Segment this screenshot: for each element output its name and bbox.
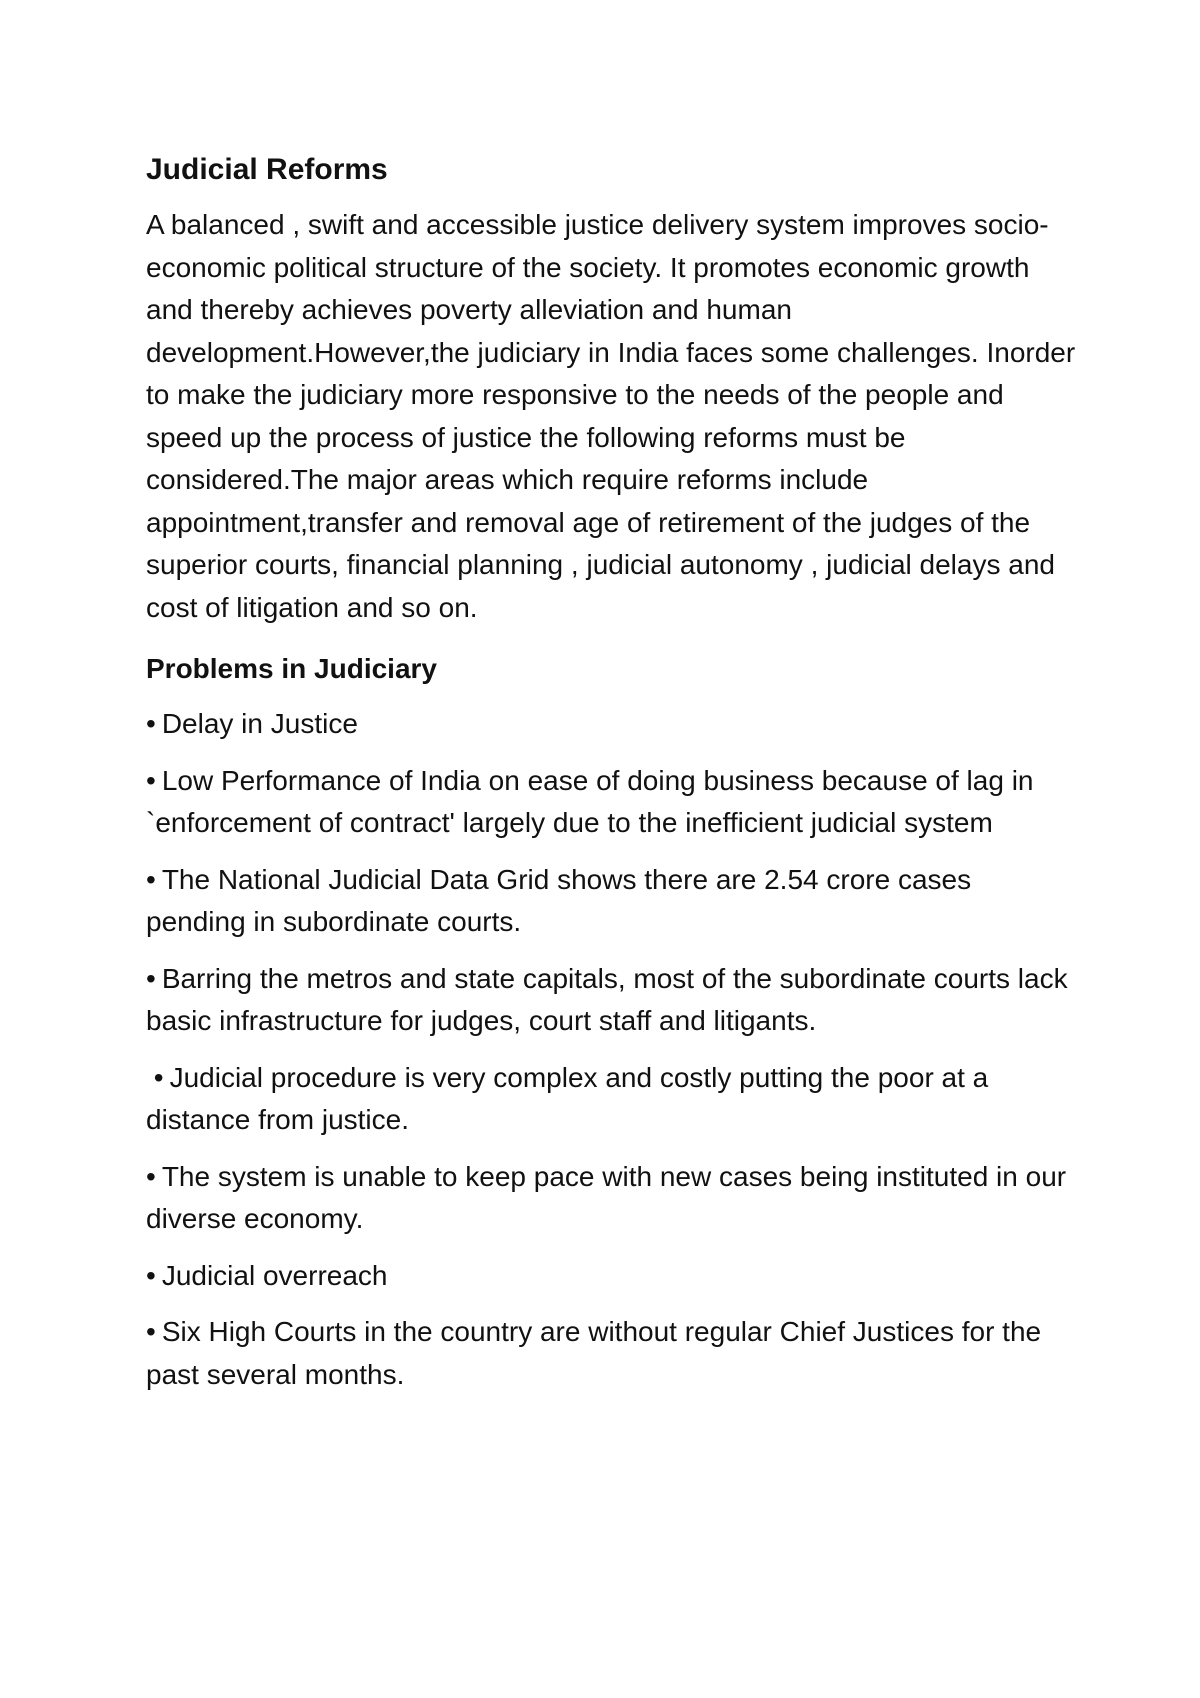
list-item-text: Low Performance of India on ease of doing business because of lag in `enforcement of contract' largely due to the inefficient judicial system xyxy=(146,764,1034,838)
bullet-icon: • xyxy=(146,863,156,895)
section-title: Problems in Judiciary xyxy=(146,653,437,684)
problems-list xyxy=(146,703,1076,1396)
list-item-text: Delay in Justice xyxy=(161,708,358,739)
bullet-icon: • xyxy=(146,1259,156,1291)
bullet-icon: • xyxy=(153,1061,164,1093)
list-item xyxy=(146,1156,1076,1241)
bullet-icon: • xyxy=(146,708,156,739)
list-item xyxy=(146,1057,1076,1142)
list-item-text: Six High Courts in the country are without regular Chief Justices for the past several months. xyxy=(146,1316,1042,1390)
list-item xyxy=(146,859,1076,944)
list-item-text: The system is unable to keep pace with new cases being instituted in our diverse economy. xyxy=(146,1160,1067,1234)
list-item xyxy=(146,760,1076,845)
bullet-icon: • xyxy=(146,1160,156,1192)
list-item xyxy=(146,703,1076,746)
document-page xyxy=(146,146,1076,1410)
list-item xyxy=(146,1311,1076,1396)
bullet-icon: • xyxy=(146,962,156,994)
list-item xyxy=(146,1255,1076,1298)
list-item-text: Barring the metros and state capitals, most of the subordinate courts lack basic infrastructure for judges, court staff and litigants. xyxy=(146,962,1068,1036)
list-item-text: Judicial overreach xyxy=(161,1259,388,1291)
list-item-text: The National Judicial Data Grid shows there are 2.54 crore cases pending in subordinate courts. xyxy=(146,863,972,937)
bullet-icon: • xyxy=(146,764,156,796)
bullet-icon: • xyxy=(146,1316,156,1347)
list-item-text: Judicial procedure is very complex and costly putting the poor at a distance from justice. xyxy=(146,1061,989,1135)
intro-paragraph: A balanced , swift and accessible justice delivery system improves socio-economic political structure of the society. It promotes economic growth and thereby achieves poverty alleviation and human development.However,the judiciary in India faces some challenges. Inorder to make the judiciary more responsive to the needs of the people and speed up the process of justice the following reforms must be considered.The major areas which require reforms include appointment,transfer and removal age of retirement of the judges of the superior courts, financial planning , judicial autonomy , judicial delays and cost of litigation and so on. xyxy=(146,209,1076,623)
document-title: Judicial Reforms xyxy=(146,153,388,186)
list-item xyxy=(146,958,1076,1043)
